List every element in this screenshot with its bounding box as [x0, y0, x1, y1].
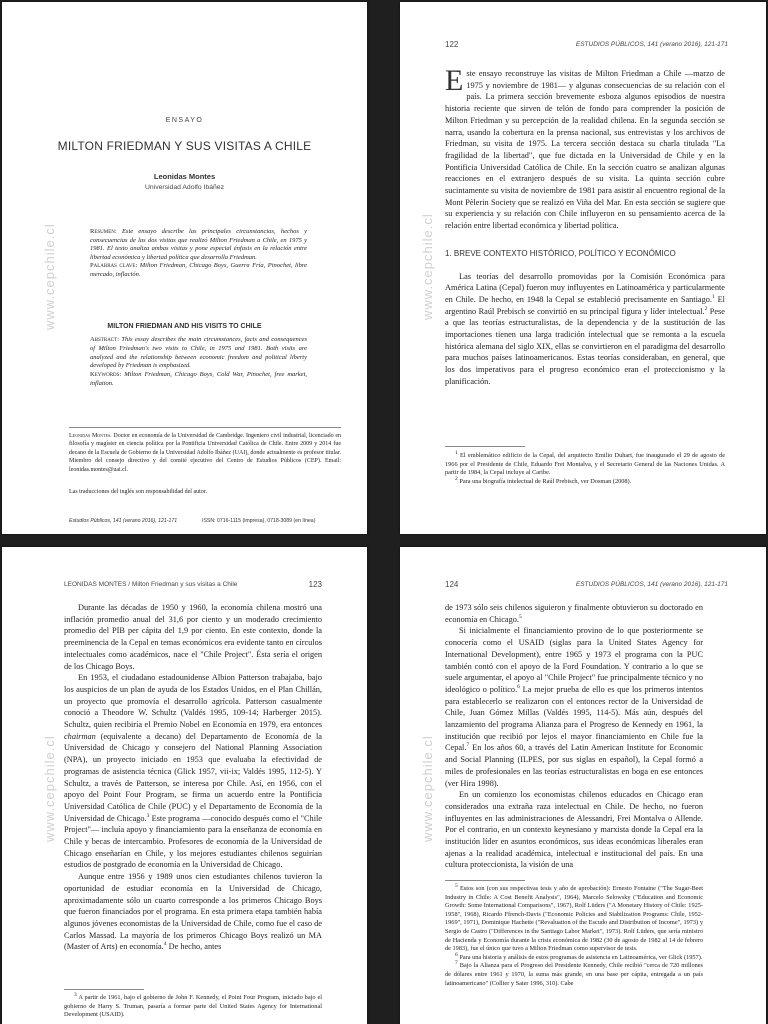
footnote-2	[445, 475, 725, 487]
paragraph-1-text-c: En los años 60, a través del Latin American Institute for Economic and Social Planning (ILPES, por sus siglas en español), la Cepal formó a miles de profesionales en las teorías estructuralistas en boga en ese entonces (ver Hira 1998).	[445, 743, 703, 788]
footnote-rule	[64, 989, 144, 990]
keywords-text: Milton Friedman, Chicago Boys, Cold War, Pinochet, free market, inflation.	[90, 371, 308, 387]
resumen-text: Este ensayo describe las principales circunstancias, hechos y consecuencias de las dos visitas que realizó Milton Friedman a Chile, en 1975 y 1981. El texto analiza ambas visitas y pone especial énfasis en la relación entre libertad económica y libertad política que desarrolla Friedman.	[90, 228, 307, 261]
bio-rule	[69, 427, 341, 428]
paragraph-2-text-a: En 1953, el ciudadano estadounidense Albion Patterson trabajaba, bajo los auspicios de un plan de ayuda de los Estados Unidos, en el Plan Chillán, un proyecto que promovía el desarrollo agrícola. Patterson casualmente conoció a Theodore W. Schultz (Valdés 1995, 109-14; Harberger 2015). Schultz, quien recibiría el Premio Nobel en Economía en 1979, era entonces	[64, 673, 322, 730]
paragraph-3-text-a: Aunque entre 1956 y 1989 unos cien estudiantes chilenos tuvieron la oportunidad de estudiar economía en la Universidad de Chicago, aproximadamente sólo un cuarto corresponde a los primeros Chicago Boys que fueron financiados por el programa. En esta primera etapa también había algunos jóvenes economistas de la Universidad de Chile, como fue el caso de Carlos Massad. La mayoría de los primeros Chicago Boys realizó un MA (Master of Arts) en economía.	[64, 872, 322, 952]
author-bio	[69, 432, 341, 474]
translation-note: Las traducciones del inglés son responsabilidad del autor.	[69, 489, 207, 495]
paragraph-1-text-b: La mejor prueba de ello es que los primeros intentos para establecerlo se realizaron con el entonces rector de la Universidad de Chile, Juan Gómez Millas (Valdés 1995, 114-5). Más aún, después del lanzamiento del programa Alianza para el Progreso de Kennedy en 1961, la institución que recibió por lejos el mayor financiamiento en Chile fue la Cepal.	[445, 684, 703, 753]
footnote-ref: 7	[466, 742, 470, 749]
footnote-number: 6	[455, 951, 458, 958]
context-text-a: Las teorías del desarrollo promovidas por la Comisión Económica para América Latina (Cepal) fueron muy influyentes en Latinoamérica y particularmente en Chile. De hecho, en 1948 la Cepal se estableció precisamente en Santiago.	[445, 271, 725, 304]
footer-issn: ISSN: 0716-1115 (impresa), 0718-3089 (en línea)	[202, 518, 316, 524]
palabras-text: Milton Friedman, Chicago Boys, Guerra Fría, Pinochet, libre mercado, inflación.	[90, 262, 308, 278]
footnote-text: El emblemático edificio de la Cepal, del arquitecto Emilio Duhart, fue inaugurado el 29 de agosto de 1966 por el Presidente de Chile, Eduardo Frei Montalva, y el Secretario General de las Naciones Unidas. A partir de 1984, la Cepal incluye al Caribe.	[445, 452, 726, 477]
footnote-7	[445, 962, 703, 988]
footnote-rule	[445, 446, 525, 447]
paragraph-2-text-c: Este programa —conocido después como el "Chile Project"— incluía apoyo y financiamiento para la enseñanza de economía en Chile y becas de intercambio. Profesores de economía de la Universidad de Chicago enseñarían en Chile, y los mejores estudiantes chilenos seguirían estudios de postgrado de economía en la Universidad de Chicago.	[64, 813, 322, 870]
bio-text: Doctor en economía de la Universidad de Cambridge. Ingeniero civil industrial, licenciado en filosofía y magíster en ciencia política por la Pontificia Universidad Católica de Chile. Entre 2009 y 2014 fue decano de la Escuela de Gobierno de la Universidad Adolfo Ibáñez (UAI), donde actualmente es profesor titular. Miembro del consejo directivo y del comité ejecutivo del Centro de Estudios Públicos (CEP). Email: leonidas.montes@uai.cl.	[69, 433, 341, 473]
running-head: ESTUDIOS PÚBLICOS, 141 (verano 2016), 121-171	[575, 41, 728, 48]
intro-text: ste ensayo reconstruye las visitas de Milton Friedman a Chile —marzo de 1975 y noviembre de 1981— y algunas consecuencias de su relación con el país. La primera sección brevemente esboza algunos episodios de nuestra historia reciente que sirven de telón de fondo para comprender la posición de Milton Friedman y su percepción de la realidad chilena. En la segunda sección se narra, usando la cobertura en la prensa nacional, sus entrevistas y los archivos de Friedman, su visita de 1975. La tercera sección destaca su charla titulada "La fragilidad de la libertad", que fue dictada en la Universidad de Chile y en la Pontificia Universidad Católica de Chile. En la sección cuatro se analizan algunas reacciones en el extranjero después de su visita. La quinta sección cubre sucintamente su visita de noviembre de 1981 para asistir al encuentro regional de la Mont Pèlerin Society que se realizó en Viña del Mar. En esta sección se sugiere que su experiencia y su relación con Chile influyeron en su pensamiento acerca de la relación entre libertad económica y libertad política.	[445, 69, 725, 231]
footnote-ref: 2	[704, 305, 708, 312]
page-3	[2, 547, 367, 1024]
footnote-number: 1	[455, 449, 458, 456]
context-paragraph	[445, 271, 725, 388]
footnote-number: 7	[455, 960, 458, 967]
footnotes	[445, 449, 726, 486]
drop-cap: E	[445, 64, 464, 97]
paragraph-2-text-b: (equivalente a decano) del Departamento de Economía de la Universidad de Chicago y consejero del National Planning Association (NPA), un proyecto iniciado en 1953 que evaluaba la efectividad de programas de asistencia técnica (Glick 1957, vii-ix; Valdés 1995, 112-5). Y Schultz, a través de Patterson, se interesa por Chile. Así, en 1956, con el apoyo del Point Four Program, se firma un acuerdo entre la Pontificia Universidad Católica de Chile (PUC) y el Departamento de Economía de la Universidad de Chicago.	[64, 731, 322, 823]
paragraph-3	[64, 871, 322, 953]
watermark: www.cepchile.cl	[42, 735, 57, 842]
footnotes	[445, 882, 703, 988]
footnote-text: A partir de 1961, bajo el gobierno de John F. Kennedy, el Point Four Program, iniciado bajo el gobierno de Harry S. Truman, pasaría a formar parte del United States Agency for International Development (USAID).	[64, 994, 322, 1019]
paragraph-2	[64, 672, 322, 871]
footnote-text: Para una biografía intelectual de Raúl Prebisch, ver Dosman (2008).	[459, 477, 632, 485]
paragraph-0-text: de 1973 sólo seis chilenos siguieron y finalmente obtuvieron su doctorado en economía en Chicago.	[445, 603, 703, 624]
paragraph-1-text-a: Si inicialmente el financiamiento provino de lo que posteriormente se conocería como el USAID (siglas para la United States Agency for International Development), entre 1965 y 1973 el programa con la PUC también contó con el apoyo de la Ford Foundation. Y contrario a lo que se suele argumentar, el apoyo al "Chile Project" fue principalmente técnico y no ideológico o político.	[445, 626, 703, 694]
main-text	[64, 602, 322, 953]
footnote-rule	[445, 880, 525, 881]
main-text	[445, 64, 725, 388]
main-text	[445, 602, 703, 871]
context-text-c: Pese a que las teorías estructuralistas, de la dependencia y de la sustitución de las importaciones tienen una larga tradición intelectual que se remonta a la escuela histórica alemana del siglo XIX, ellas se convirtieron en el paradigma del desarrollo para muchos países latinoamericanos. Estas teorías consideraban, en general, que los dos imperativos para el progreso económico eran el proteccionismo y la planificación.	[445, 306, 725, 386]
page-number: 122	[445, 40, 459, 49]
watermark: www.cepchile.cl	[420, 735, 435, 842]
footnote-number: 5	[455, 882, 458, 889]
paragraph-1	[445, 625, 703, 789]
footnote-ref: 6	[517, 684, 520, 691]
context-text-b: El argentino Raúl Prebisch se convirtió en su principal figura y líder intelectual.	[445, 294, 725, 316]
abstract-text: This essay describes the main circumstances, facts and consequences of Milton Friedman's two visits to Chile, in 1975 and 1981. Both visits are analyzed and the relationship between economic freedom and political liberty developed by Friedman is emphasized.	[90, 336, 307, 370]
english-title: MILTON FRIEDMAN AND HIS VISITS TO CHILE	[107, 323, 262, 330]
footnote-ref: 3	[146, 812, 150, 819]
bio-name: Leonidas Montes.	[69, 433, 112, 439]
abstract-block	[90, 336, 307, 389]
keywords-label: Keywords:	[90, 371, 122, 379]
running-head: ESTUDIOS PÚBLICOS, 141 (verano 2016), 121-171	[575, 581, 728, 588]
abstract-label: Abstract:	[90, 336, 120, 343]
footnote-text: Bajo la Alianza para el Progreso del Presidente Kennedy, Chile recibió "cerca de 720 millones de dólares entre 1961 y 1970, la suma más grande, en una base per cápita, entregada a un país latinoamericano" (Collier y Sater 1996, 310). Cabe	[445, 962, 703, 987]
footnote-text: Para una historia y análisis de estos programas de asistencia en Latinoamérica, ver Glick (1957).	[459, 953, 703, 961]
footnote-number: 2	[455, 475, 458, 482]
author-affiliation: Universidad Adolfo Ibáñez	[145, 184, 224, 191]
footnote-ref: 5	[518, 613, 522, 620]
page-1	[2, 2, 367, 534]
section-label: ENSAYO	[165, 117, 204, 124]
paragraph-1: Durante las décadas de 1950 y 1960, la economía chilena mostró una inflación promedio anual del 31,6 por ciento y un moderado crecimiento promedio del PIB per cápita del 1,9 por ciento. En este contexto, donde la preeminencia de la Cepal en temas económicos era evidente tanto en círculos intelectuales como académicos, nace el "Chile Project". Ésta sería el origen de los Chicago Boys.	[64, 603, 322, 671]
watermark: www.cepchile.cl	[42, 223, 57, 330]
paragraph-2-italic: chairman	[64, 731, 96, 741]
running-head: LEONIDAS MONTES / Milton Friedman y sus visitas a Chile	[64, 581, 238, 588]
page-number: 123	[308, 580, 322, 589]
page-number: 124	[445, 580, 459, 589]
paragraph-2: En un comienzo los economistas chilenos educados en Chicago eran considerados una extraña raza intelectual en Chile. De hecho, no fueron influyentes en las administraciones de Alessandri, Frei Montalva o Allende. Por el contrario, en un contexto keynesiano y marxista donde la Cepal era la institución líder en asuntos económicos, sus ideas económicas liberales eran ajenas a la realidad académica, intelectual e institucional del país. En una cultura proteccionista, la visión de una	[445, 790, 703, 870]
paragraph-0	[445, 602, 703, 625]
intro-paragraph	[445, 64, 725, 232]
footnote-5	[445, 882, 703, 954]
palabras-label: Palabras clave:	[90, 262, 138, 270]
footnote-text: Estos son (con sus respectivas tesis y año de aprobación): Ernesto Fontaine ("The Sugar-Beet Industry in Chile: A Cost Benefit Analysis", 1964), Marcelo Selowsky ("Education and Economic Growth: Some International Comparisons", 1967), Rolf Lüders ("A Monetary History of Chile: 1925-1958", 1968), Ricardo Ffrench-Davis ("Economic Policies and Stabilization Programs: Chile, 1952-1969", 1971), Dominique Hachette ("Revaluation of the Escudo and Distribution of Income", 1973) y Sergio de Castro ("Differences in the Santiago Labor Market", 1973). Rolf Lüders, que sería ministro de Hacienda y Economía durante la crisis económica de 1982 (30 de agosto de 1982 al 14 de febrero de 1983), fue el único que tuvo a Milton Friedman como supervisor de tesis.	[445, 885, 703, 953]
resumen-paragraph	[90, 228, 307, 262]
footnotes	[64, 991, 322, 1020]
footer-journal: Estudios Públicos, 141 (verano 2016), 121-171	[69, 518, 178, 524]
section-heading: 1. BREVE CONTEXTO HISTÓRICO, POLÍTICO Y ECONÓMICO	[445, 248, 676, 258]
footnote-1	[445, 449, 726, 478]
resumen-block	[90, 228, 307, 280]
footnote-3	[64, 991, 322, 1020]
paragraph-3-text-b: De hecho, antes	[166, 942, 222, 952]
footnote-number: 3	[74, 991, 77, 998]
resumen-label: Resumen:	[90, 228, 117, 235]
article-title: MILTON FRIEDMAN Y SUS VISITAS A CHILE	[57, 139, 312, 153]
palabras-paragraph	[90, 262, 307, 279]
page-2	[400, 2, 766, 534]
page-4	[400, 547, 766, 1024]
keywords-paragraph	[90, 371, 307, 389]
footnote-ref: 1	[711, 294, 715, 301]
watermark: www.cepchile.cl	[420, 213, 435, 320]
abstract-paragraph	[90, 336, 307, 371]
author-name: Leonidas Montes	[153, 172, 216, 181]
footnote-ref: 4	[163, 941, 167, 948]
